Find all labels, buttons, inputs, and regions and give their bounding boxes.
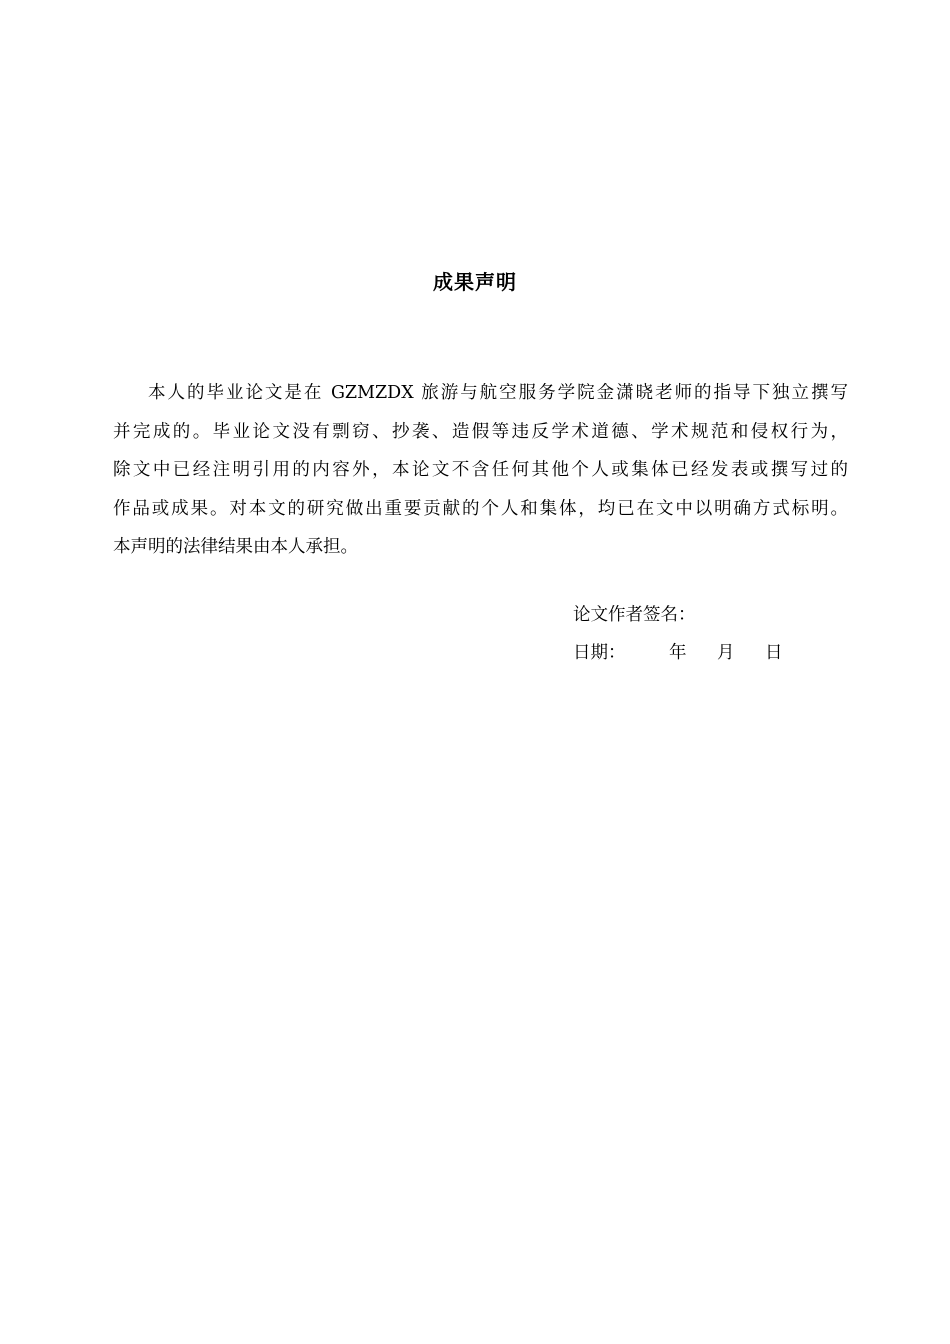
paragraph-line: 除文中已经注明引用的内容外，本论文不含任何其他个人或集体已经发表或撰写过的 <box>113 460 848 480</box>
paragraph-line: 本声明的法律结果由本人承担。 <box>113 537 358 557</box>
author-signature-label: 论文作者签名： <box>573 605 696 625</box>
year-label: 年 <box>669 643 687 663</box>
paragraph-line: 本人的毕业论文是在 GZMZDX 旅游与航空服务学院金潇晓老师的指导下独立撰写 <box>148 383 848 403</box>
month-label: 月 <box>717 643 735 663</box>
paragraph-line: 作品或成果。对本文的研究做出重要贡献的个人和集体，均已在文中以明确方式标明。 <box>113 498 848 519</box>
declaration-paragraph <box>113 374 848 567</box>
signature-block <box>573 596 783 672</box>
day-label: 日 <box>765 643 783 663</box>
page-title: 成果声明 <box>433 270 517 294</box>
paragraph-line: 并完成的。毕业论文没有剽窃、抄袭、造假等违反学术道德、学术规范和侵权行为， <box>113 421 848 442</box>
date-row <box>573 634 783 672</box>
date-label: 日期： <box>573 643 626 663</box>
